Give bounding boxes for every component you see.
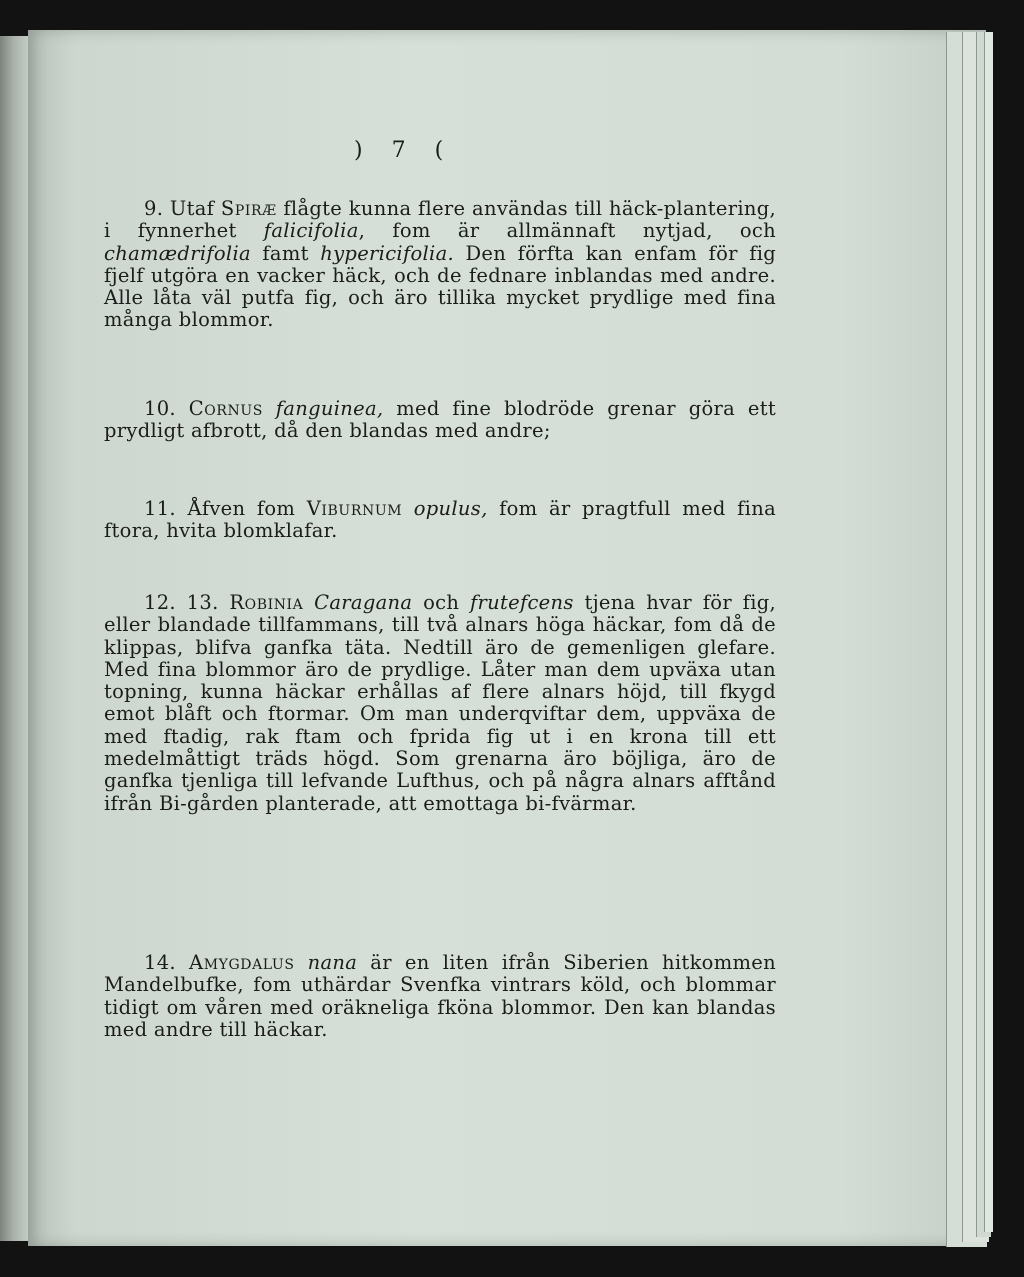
plant-genus: Robinia bbox=[229, 591, 304, 614]
plant-genus: Cornus bbox=[188, 397, 263, 420]
paragraph-9: 9. Utaf Spiræ flågte kunna flere användas till häck-plantering, i fynnerhet falicifolia, fom är allmännaft nytjad, och chamædrifolia famt hypericifolia. Den förfta kan enfam för fig fjelf utgöra en vacker häck, och de fednare inblandas med andre. Alle låta väl putfa fig, och äro tillika mycket prydlige med fina många blommor. bbox=[104, 197, 777, 332]
item-number: 14. bbox=[144, 951, 176, 974]
plant-genus: Viburnum bbox=[306, 497, 403, 520]
species-name: fanguinea, bbox=[275, 397, 384, 420]
species-name: opulus, bbox=[413, 497, 488, 520]
page-number: ) 7 ( bbox=[354, 138, 444, 163]
species-name: chamædrifolia bbox=[104, 241, 251, 265]
species-name: hypericifolia. bbox=[320, 241, 455, 265]
plant-genus: Spiræ bbox=[220, 197, 277, 220]
item-number: 12. 13. bbox=[144, 591, 219, 614]
paragraph-10: 10. Cornus fanguinea, med fine blodröde grenar göra ett prydligt afbrott, då den blandas med andre; bbox=[104, 397, 777, 443]
species-name: Caragana bbox=[314, 591, 413, 614]
page-edge bbox=[984, 32, 993, 1232]
item-number: 9. bbox=[144, 197, 164, 220]
species-name: falicifolia bbox=[263, 219, 359, 243]
plant-genus: Amygdalus bbox=[189, 951, 295, 974]
paragraph-11: 11. Åfven fom Viburnum opulus, fom är pragtfull med fina ftora, hvita blomklafar. bbox=[104, 497, 776, 543]
item-number: 11. bbox=[144, 497, 176, 520]
item-number: 10. bbox=[144, 397, 176, 420]
paragraph-14: 14. Amygdalus nana är en liten ifrån Siberien hitkommen Mandelbufke, fom uthärdar Svenfka vintrars köld, och blommar tidigt om våren med oräkneliga fköna blommor. Den kan blandas med andre till häckar. bbox=[104, 951, 776, 1041]
species-name: frutefcens bbox=[469, 591, 574, 614]
paragraph-12-13: 12. 13. Robinia Caragana och frutefcens tjena hvar för fig, eller blandade tillfammans, till två alnars höga häckar, fom då de klippas, blifva ganfka täta. Nedtill äro de gemenligen glefare. Med fina blommor äro de prydlige. Låter man dem upväxa utan topning, kunna häckar erhållas af flere alnars höjd, till fkygd emot blåft och ftormar. Om man underqviftar dem, uppväxa de med ftadig, rak ftam och fprida fig ut i en krona till ett medelmåttigt träds högd. Som grenarna äro böjliga, äro de ganfka tjenliga till lefvande Lufthus, och på några alnars afftånd ifrån Bi-gården planterade, att emottaga bi-fvärmar. bbox=[104, 591, 777, 815]
species-name: nana bbox=[307, 951, 358, 974]
